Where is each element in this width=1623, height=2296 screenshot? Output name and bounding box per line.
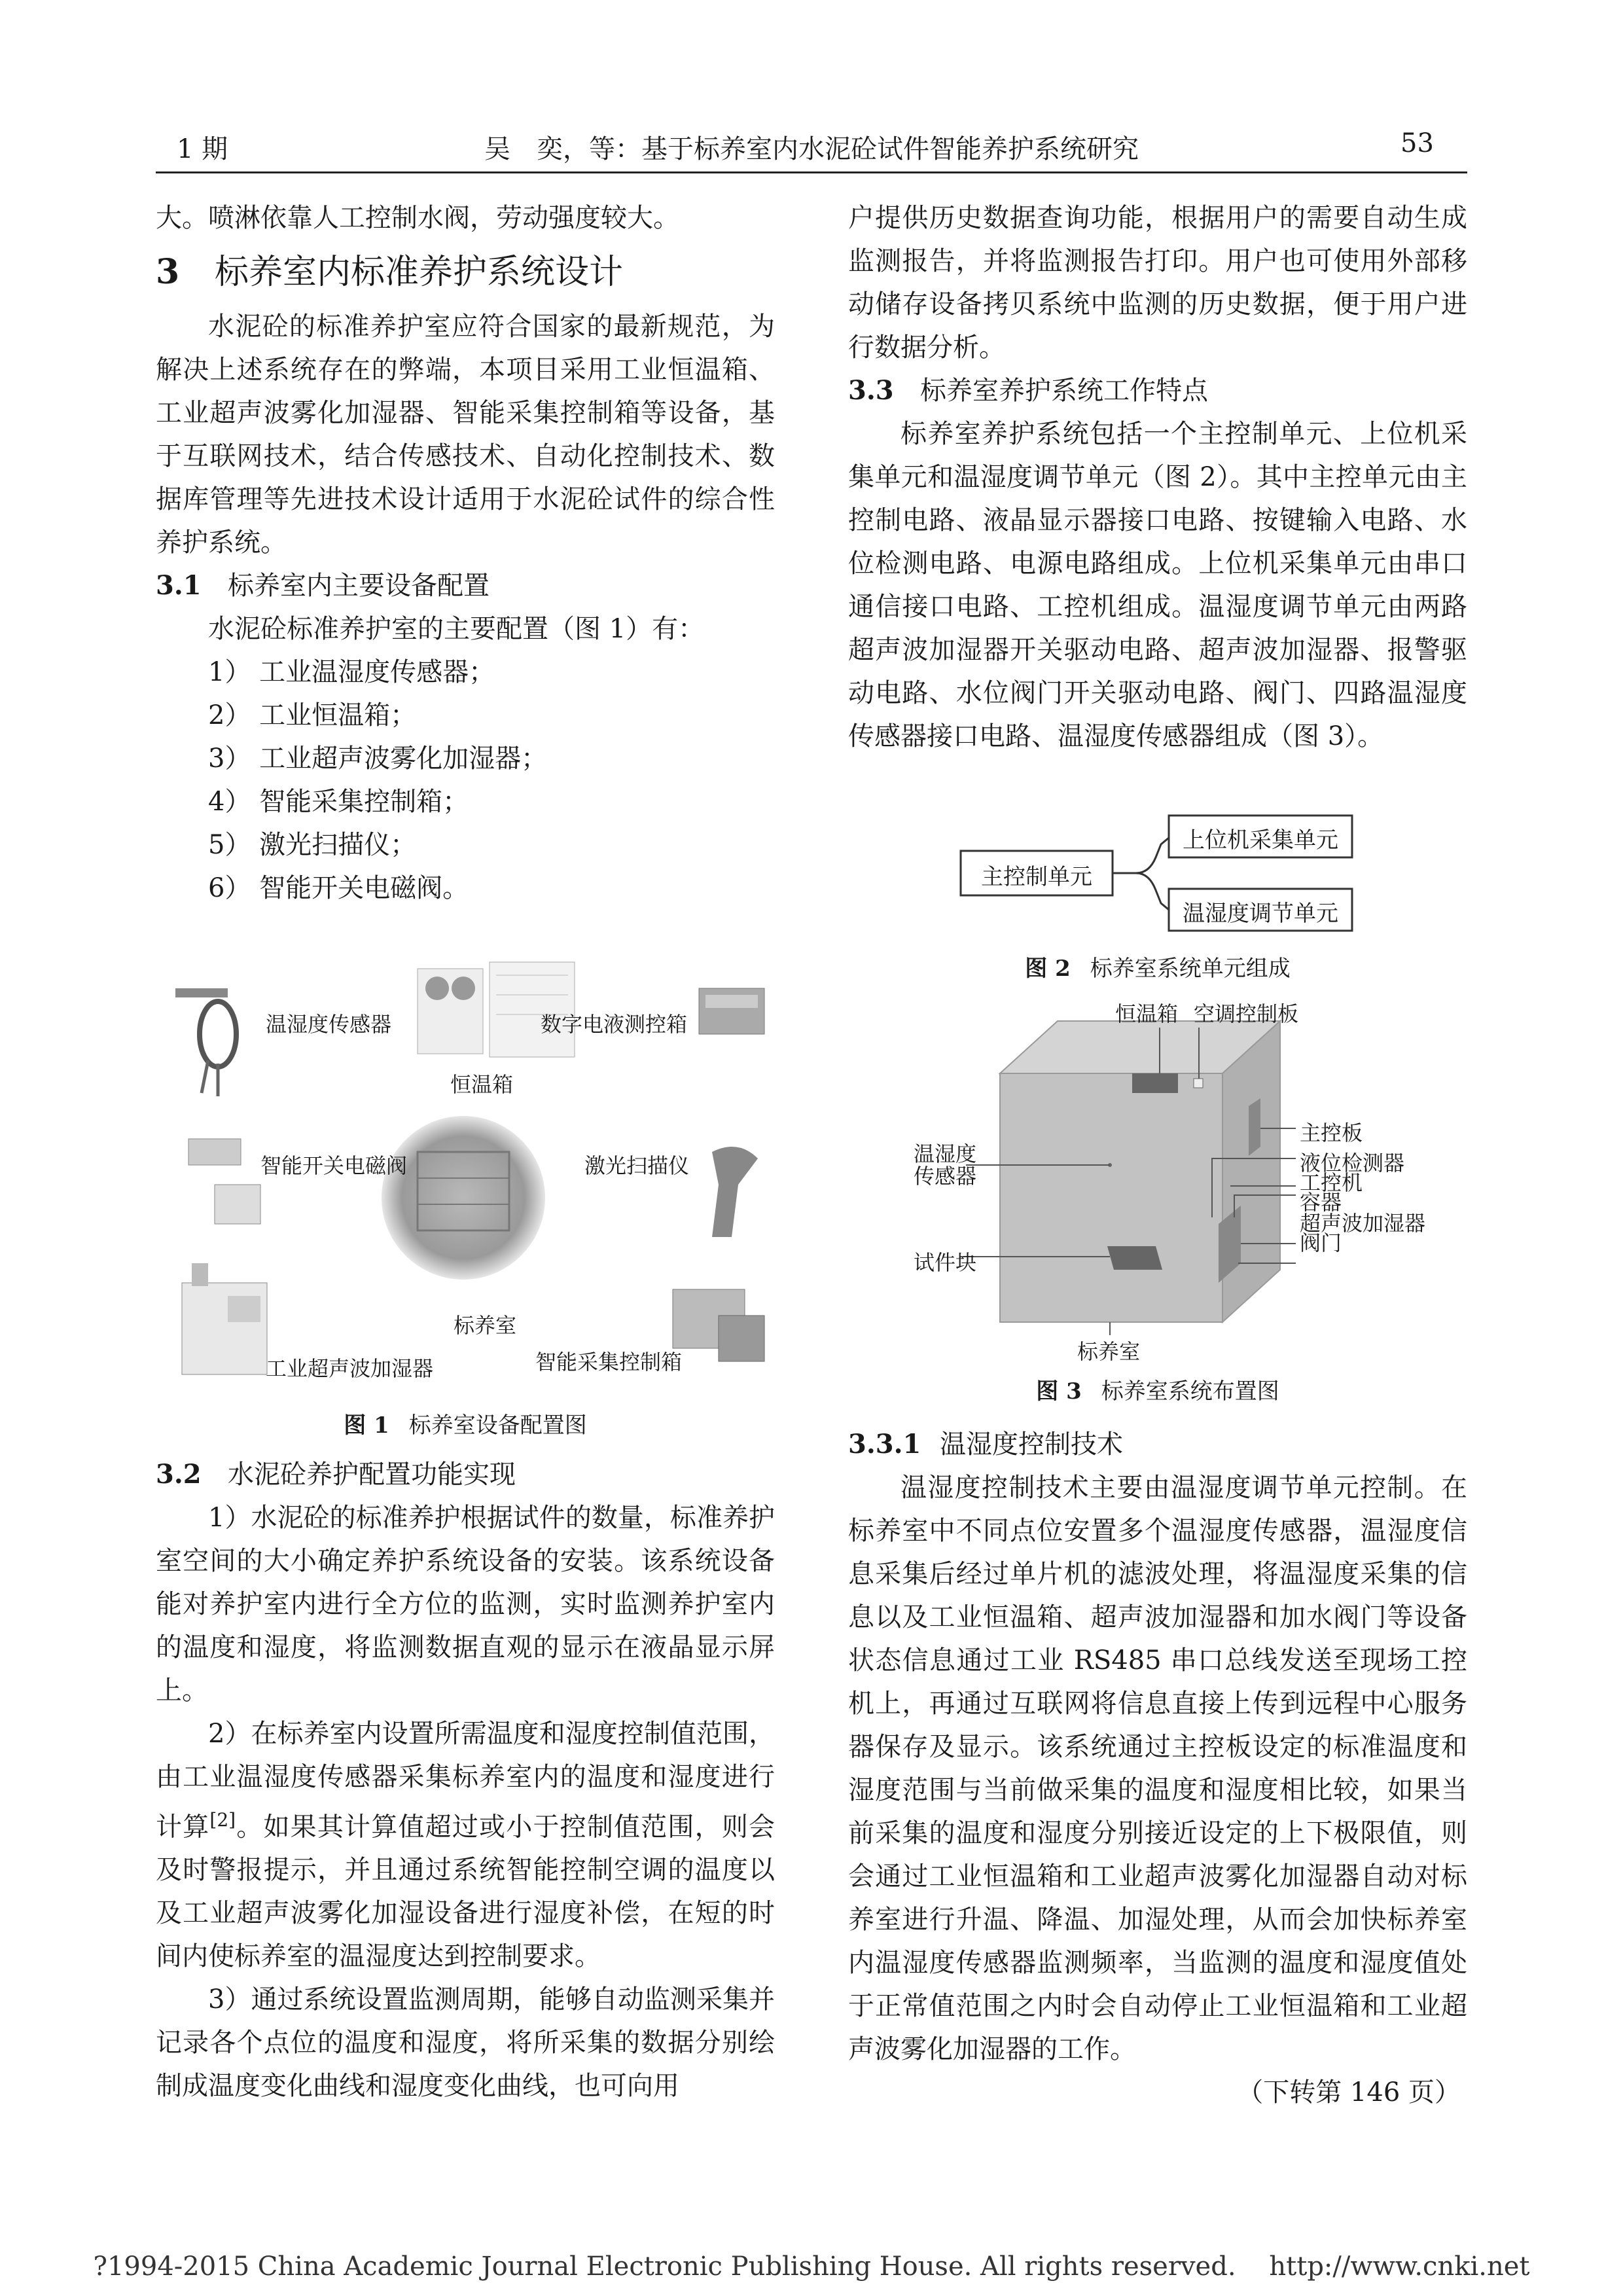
subsection-title: 标养室内主要设备配置	[228, 571, 490, 601]
left-column-bottom	[156, 1453, 775, 2108]
subsection-title: 水泥砼养护配置功能实现	[228, 1460, 516, 1490]
figure-number: 图 1	[344, 1412, 389, 1439]
subsection-number: 3.2	[156, 1459, 202, 1490]
subsection-title: 温湿度控制技术	[940, 1429, 1123, 1460]
list-item: 5） 激光扫描仪；	[208, 830, 417, 860]
section-3-heading	[156, 246, 775, 298]
running-title: 吴 奕，等：基于标养室内水泥砼试件智能养护系统研究	[484, 134, 1139, 164]
sensor-image	[175, 988, 236, 1096]
fig1-label-room: 标养室	[454, 1313, 517, 1338]
list-item: 6） 智能开关电磁阀。	[208, 873, 469, 903]
paragraph: 大。喷淋依靠人工控制水阀，劳动强度较大。	[156, 203, 679, 233]
main-board-block	[1249, 1098, 1260, 1156]
paragraph: 1）水泥砼的标准养护根据试件的数量，标准养护室空间的大小确定养护系统设备的安装。该系统设备能对养护室内进行全方位的监测，实时监测养护室内的温度和湿度，将监测数据直观的显示在液晶显示屏上。	[156, 1503, 775, 1706]
fig1-label-valve: 智能开关电磁阀	[260, 1153, 408, 1178]
scanner-image	[712, 1147, 758, 1237]
fig3-label-thermostat: 恒温箱	[1115, 1001, 1179, 1026]
fig1-label-controller: 数字电液测控箱	[541, 1012, 688, 1037]
ac-board-block	[1194, 1079, 1203, 1088]
paragraph: 户提供历史数据查询功能，根据用户的需要自动生成监测报告，并将监测报告打印。用户也可使用外部移动储存设备拷贝系统中监测的历史数据，便于用户进行数据分析。	[848, 203, 1467, 363]
fig1-label-scanner: 激光扫描仪	[584, 1153, 690, 1178]
subsection-3-2-heading	[156, 1453, 775, 1496]
fig3-label-ac-board: 空调控制板	[1194, 1001, 1299, 1026]
paragraph: 水泥砼标准养护室的主要配置（图 1）有：	[208, 614, 705, 644]
figure-number: 图 2	[1025, 956, 1071, 982]
fig1-label-sensor: 温湿度传感器	[266, 1012, 392, 1037]
fig3-label-valve: 阀门	[1300, 1230, 1342, 1255]
fig3-label-main-board: 主控板	[1300, 1121, 1363, 1145]
subsection-number: 3.1	[156, 570, 202, 601]
list-item: 1） 工业温湿度传感器；	[208, 657, 495, 687]
figure-number: 图 3	[1036, 1378, 1082, 1405]
figure-1-caption	[156, 1407, 775, 1439]
subsection-3-1-heading	[156, 564, 775, 607]
issue-number: 1 期	[177, 134, 228, 164]
fig3-label-sensor-line2: 传感器	[914, 1164, 977, 1189]
subsection-number: 3.3	[848, 375, 894, 406]
figure-2	[848, 812, 1467, 936]
list-item: 3） 工业超声波雾化加湿器；	[208, 744, 548, 774]
main-unit-label: 主控制单元	[981, 864, 1092, 890]
paragraph	[156, 1712, 775, 1978]
right-column-top	[848, 196, 1467, 758]
paragraph: 标养室养护系统包括一个主控制单元、上位机采集单元和温湿度调节单元（图 2）。其中主控单元由主控制电路、液晶显示器接口电路、按键输入电路、水位检测电路、电源电路组成。上位机采集单元由串口通信接口电路、工控机组成。温湿度调节单元由两路超声波加湿器开关驱动电路、超声波加湿器、报警驱动电路、水位阀门开关驱动电路、阀门、四路温湿度传感器接口电路、温湿度传感器组成（图 3）。	[848, 419, 1467, 751]
humidifier-image	[182, 1263, 267, 1374]
subsection-3-3-heading	[848, 369, 1467, 412]
fig1-label-box: 智能采集控制箱	[535, 1350, 683, 1374]
citation: [2]	[209, 1809, 236, 1831]
fig3-label-level-detector: 液位检测器	[1300, 1151, 1405, 1175]
subsection-3-3-1-heading	[848, 1423, 1467, 1466]
upper-unit-label: 上位机采集单元	[1183, 827, 1338, 853]
figure-3	[848, 995, 1467, 1364]
figure-2-diagram	[848, 812, 1467, 936]
room-image	[382, 1116, 545, 1280]
caption-text: 标养室系统单元组成	[1090, 956, 1291, 982]
header-rule	[156, 171, 1467, 173]
caption-text: 标养室系统布置图	[1101, 1378, 1279, 1405]
list-item: 2） 工业恒温箱；	[208, 700, 417, 730]
adjust-unit-label: 温湿度调节单元	[1183, 901, 1338, 927]
test-block	[1107, 1246, 1162, 1270]
fig3-label-ipc: 工控机	[1300, 1170, 1363, 1195]
thermostat-block	[1132, 1073, 1178, 1093]
copyright-footer: ?1994-2015 China Academic Journal Electronic Publishing House. All rights reserved. http://www.cnki.net	[93, 2251, 1530, 2282]
figure-2-caption	[848, 950, 1467, 982]
paragraph-text: 。如果其计算值超过或小于控制值范围，则会及时警报提示，并且通过系统智能控制空调的温度以及工业超声波雾化加湿设备进行湿度补偿，在短的时间内使标养室的温湿度达到控制要求。	[156, 1812, 776, 1972]
right-column-bottom	[848, 1423, 1467, 2114]
fig3-label-sensor-line1: 温湿度	[914, 1141, 977, 1166]
section-title: 标养室内标准养护系统设计	[215, 253, 624, 292]
fig3-label-humidifier: 超声波加湿器	[1300, 1211, 1426, 1236]
paragraph: 3）通过系统设置监测周期，能够自动监测采集并记录各个点位的温度和湿度，将所采集的数据分别绘制成温度变化曲线和湿度变化曲线，也可向用	[156, 1984, 775, 2102]
valve-image	[188, 1139, 260, 1224]
paragraph: 水泥砼的标准养护室应符合国家的最新规范，为解决上述系统存在的弊端，本项目采用工业恒温箱、工业超声波雾化加湿器、智能采集控制箱等设备，基于互联网技术，结合传感技术、自动化控制技术、数据库管理等先进技术设计适用于水泥砼试件的综合性养护系统。	[156, 312, 775, 558]
fig3-label-block: 试件块	[914, 1250, 977, 1275]
paragraph: 温湿度控制技术主要由温湿度调节单元控制。在标养室中不同点位安置多个温湿度传感器，温湿度信息采集后经过单片机的滤波处理，将温湿度采集的信息以及工业恒温箱、超声波加湿器和加水阀门等设备状态信息通过工业 RS485 串口总线发送至现场工控机上，再通过互联网将信息直接上传到远程中心服务器保存及显示。该系统通过主控板设定的标准温度和湿度范围与当前做采集的温度和湿度相比较，如果当前采集的温度和湿度分别接近设定的上下极限值，则会通过工业恒温箱和工业超声波雾化加湿器自动对标养室进行升温、降温、加湿处理，从而会加快标养室内温湿度传感器监测频率，当监测的温度和湿度值处于正常值范围之内时会自动停止工业恒温箱和工业超声波雾化加湿器的工作。	[848, 1473, 1467, 2064]
figure-1	[156, 956, 775, 1388]
acquisition-box-image	[673, 1289, 764, 1361]
fig1-label-humidifier: 工业超声波加湿器	[266, 1356, 434, 1381]
caption-text: 标养室设备配置图	[408, 1412, 587, 1439]
section-number: 3	[156, 252, 180, 292]
list-item: 4） 智能采集控制箱；	[208, 787, 469, 817]
subsection-number: 3.3.1	[848, 1429, 921, 1460]
page-number: 53	[1400, 128, 1434, 158]
controller-image	[699, 988, 764, 1034]
figure-3-caption	[848, 1373, 1467, 1405]
fig1-label-thermostat: 恒温箱	[450, 1072, 514, 1097]
subsection-title: 标养室养护系统工作特点	[920, 376, 1208, 406]
fig3-label-room: 标养室	[1077, 1339, 1141, 1364]
fig3-label-vessel: 容器	[1300, 1190, 1342, 1215]
left-column-top	[156, 196, 775, 910]
paragraph-text: 2）在标养室内设置所需温度和湿度控制值范围，由工业温湿度传感器采集标养室内的温度和湿度进行计算	[156, 1719, 775, 1842]
continued-note: （下转第 146 页）	[1237, 2077, 1461, 2108]
